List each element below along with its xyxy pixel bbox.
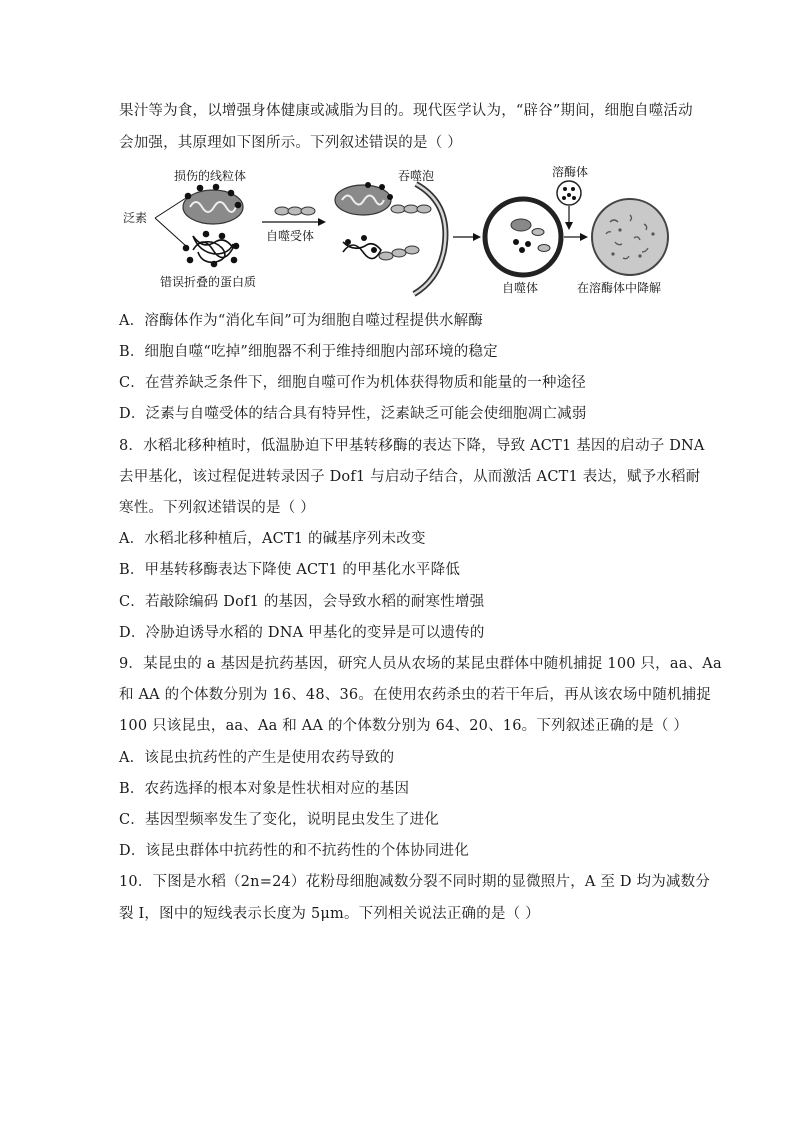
label-degradation: 在溶酶体中降解 xyxy=(577,281,662,295)
question-9-option-a: A．该昆虫抗药性的产生是使用农药导致的 xyxy=(119,750,395,766)
question-7-option-d: D．泛素与自噬受体的结合具有特异性，泛素缺乏可能会使细胞凋亡减弱 xyxy=(119,406,587,422)
label-autophagosome: 自噬体 xyxy=(502,281,539,295)
question-8-stem-line-2: 去甲基化，该过程促进转录因子 Dof1 与启动子结合，从而激活 ACT1 表达，赋予水稻耐 xyxy=(119,469,701,485)
question-9-stem-line-2: 和 AA 的个体数分别为 16、48、36。在使用农药杀虫的若干年后，再从该农场中随机捕捉 xyxy=(119,687,712,703)
question-7-stem-line-1: 果汁等为食，以增强身体健康或减脂为目的。现代医学认为，“辟谷”期间，细胞自噬活动 xyxy=(119,103,693,119)
label-lysosome: 溶酶体 xyxy=(552,165,589,179)
question-8-option-c: C．若敲除编码 Dof1 的基因，会导致水稻的耐寒性增强 xyxy=(119,594,485,610)
autophagy-diagram xyxy=(118,160,683,300)
question-9-option-c: C．基因型频率发生了变化，说明昆虫发生了进化 xyxy=(119,812,439,828)
question-7-option-c: C．在营养缺乏条件下，细胞自噬可作为机体获得物质和能量的一种途径 xyxy=(119,375,586,391)
question-10-stem-line-1: 10．下图是水稻（2n=24）花粉母细胞减数分裂不同时期的显微照片，A 至 D 均为减数分 xyxy=(119,874,711,890)
phagophore-membrane xyxy=(414,184,445,294)
label-ubiquitin: 泛素 xyxy=(123,211,148,225)
question-7-option-a: A．溶酶体作为“消化车间”可为细胞自噬过程提供水解酶 xyxy=(119,313,483,329)
question-8-option-d: D．冷胁迫诱导水稻的 DNA 甲基化的变异是可以遗传的 xyxy=(119,625,485,641)
label-misfolded-protein: 错误折叠的蛋白质 xyxy=(160,275,257,289)
autophagy-receptor xyxy=(275,207,315,215)
label-damaged-mitochondrion: 损伤的线粒体 xyxy=(174,169,247,183)
autophagy-diagram-svg xyxy=(118,160,683,300)
question-7-stem-line-2: 会加强，其原理如下图所示。下列叙述错误的是（ ） xyxy=(119,135,462,151)
question-8-option-a: A．水稻北移种植后，ACT1 的碱基序列未改变 xyxy=(119,531,426,547)
question-8-stem-line-3: 寒性。下列叙述错误的是（ ） xyxy=(119,500,315,516)
autophagosome xyxy=(485,199,561,275)
receptor-chains xyxy=(379,205,431,260)
question-8-option-b: B．甲基转移酶表达下降使 ACT1 的甲基化水平降低 xyxy=(119,562,461,578)
question-9-stem-line-1: 9．某昆虫的 a 基因是抗药基因，研究人员从农场的某昆虫群体中随机捕捉 100 只，aa、Aa xyxy=(119,656,722,672)
question-8-stem-line-1: 8．水稻北移种植时，低温胁迫下甲基转移酶的表达下降，导致 ACT1 基因的启动子 DNA xyxy=(119,438,705,454)
question-9-option-b: B．农药选择的根本对象是性状相对应的基因 xyxy=(119,781,410,797)
question-7-option-b: B．细胞自噬“吃掉”细胞器不利于维持细胞内部环境的稳定 xyxy=(119,344,498,360)
question-9-stem-line-3: 100 只该昆虫，aa、Aa 和 AA 的个体数分别为 64、20、16。下列叙述正确的是（ ） xyxy=(119,718,689,734)
misfolded-protein xyxy=(193,236,233,262)
label-autophagy-receptor: 自噬受体 xyxy=(266,229,315,243)
question-9-option-d: D．该昆虫群体中抗药性的和不抗药性的个体协同进化 xyxy=(119,843,469,859)
degradation-vesicle xyxy=(592,199,668,275)
question-10-stem-line-2: 裂 I，图中的短线表示长度为 5μm。下列相关说法正确的是（ ） xyxy=(119,906,540,922)
damaged-mitochondrion xyxy=(183,190,243,224)
label-phagophore: 吞噬泡 xyxy=(398,169,435,183)
